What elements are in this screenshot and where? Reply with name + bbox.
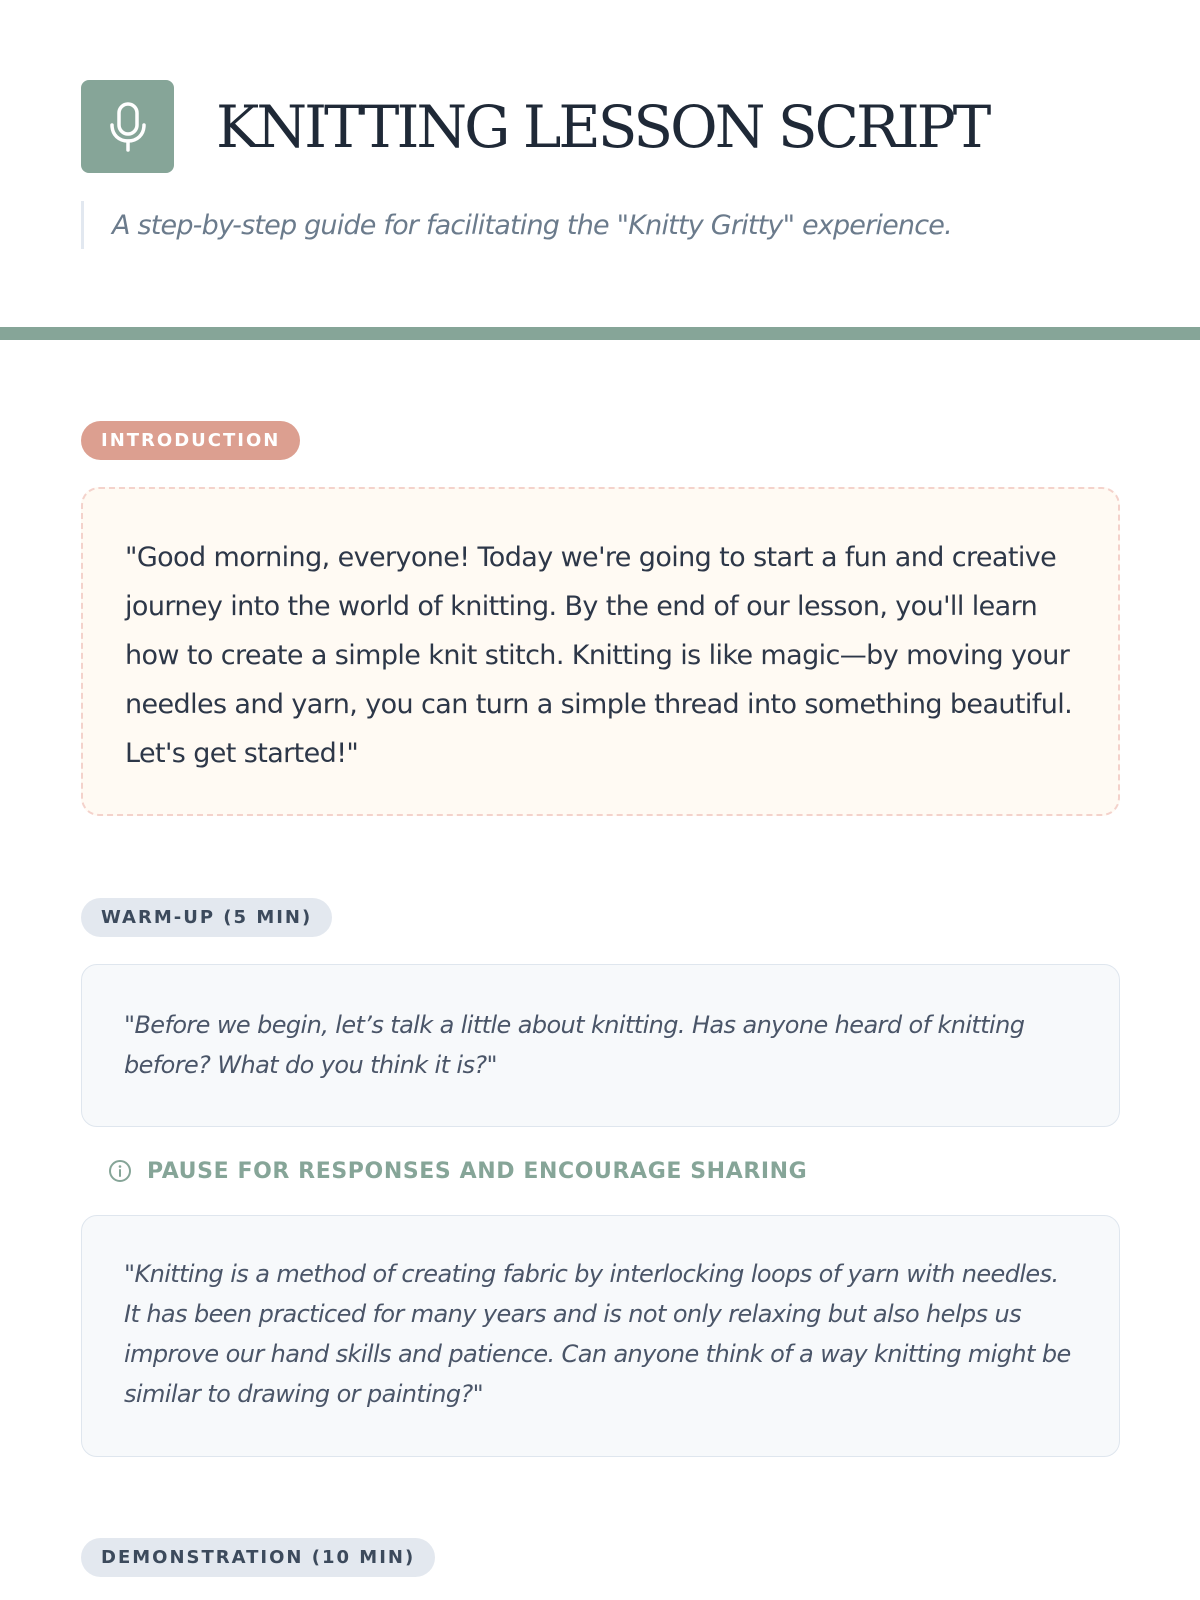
demonstration-badge: DEMONSTRATION (10 MIN)	[81, 1538, 435, 1577]
page-subtitle: A step-by-step guide for facilitating the "Knitty Gritty" experience.	[112, 209, 952, 241]
subtitle-block	[81, 201, 952, 249]
warmup-badge: WARM-UP (5 MIN)	[81, 898, 332, 937]
header-divider	[0, 327, 1200, 340]
facilitator-note-text: PAUSE FOR RESPONSES AND ENCOURAGE SHARING	[147, 1158, 808, 1184]
warmup-script-card-1	[81, 964, 1120, 1127]
introduction-badge: INTRODUCTION	[81, 421, 300, 460]
introduction-text: "Good morning, everyone! Today we're going to start a fun and creative journey into the world of knitting. By the end of our lesson, you'll learn how to create a simple knit stitch. Knitting is like magic—by moving your needles and yarn, you can turn a simple thread into something beautiful. Let's get started!"	[125, 542, 1073, 769]
facilitator-note	[107, 1155, 807, 1187]
info-icon	[107, 1158, 133, 1184]
page-header	[81, 80, 1121, 241]
title-row	[81, 80, 1121, 173]
warmup-script-text-2: "Knitting is a method of creating fabric by interlocking loops of yarn with needles. It has been practiced for many years and is not only relaxing but also helps us improve our hand skills and patience. Can anyone think of a way knitting might be similar to drawing or painting?"	[124, 1260, 1071, 1408]
microphone-icon	[81, 80, 174, 173]
introduction-card	[81, 487, 1120, 816]
page-title: KNITTING LESSON SCRIPT	[216, 92, 989, 161]
warmup-script-text-1: "Before we begin, let’s talk a little about knitting. Has anyone heard of knitting before? What do you think it is?"	[124, 1011, 1025, 1079]
warmup-script-card-2	[81, 1215, 1120, 1457]
